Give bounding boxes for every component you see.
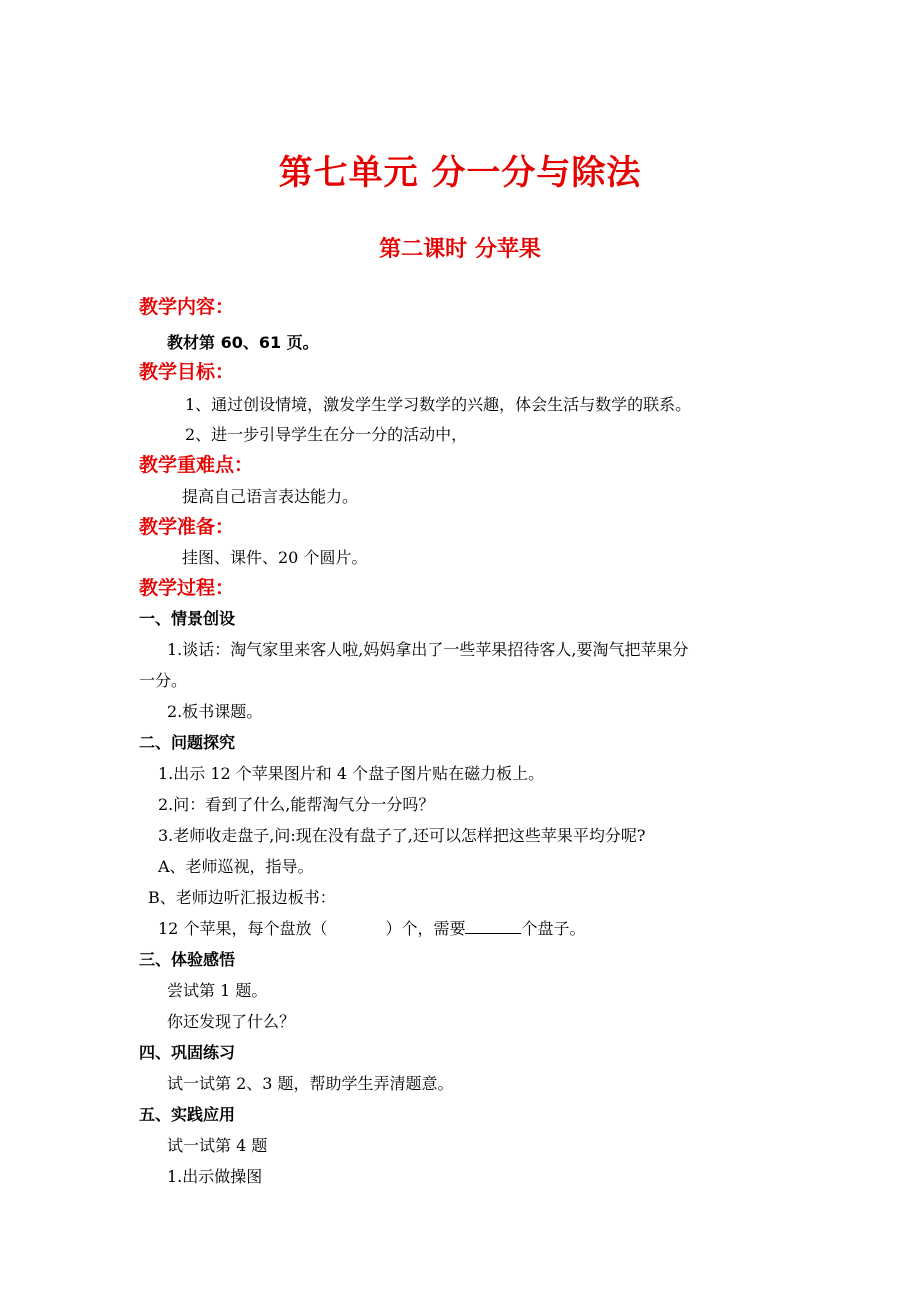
step-2-item-2: 2.问：看到了什么,能帮淘气分一分吗？	[158, 795, 435, 814]
preparation-text: 挂图、课件、20 个圆片。	[182, 548, 368, 567]
step-2-item-b: B、老师边听汇报边板书：	[148, 888, 336, 907]
step-5-item-1: 试一试第 4 题	[167, 1136, 268, 1155]
step-5-heading: 五、实践应用	[139, 1105, 236, 1124]
fill-part-2: ）个，需要	[385, 919, 466, 938]
teaching-content-text: 教材第 60、61 页。	[167, 333, 319, 352]
step-2-heading: 二、问题探究	[139, 733, 236, 752]
step-2-fill-sentence	[158, 916, 585, 939]
step-3-item-2: 你还发现了什么？	[167, 1012, 296, 1031]
heading-teaching-goals: 教学目标：	[139, 361, 235, 383]
step-2-item-3: 3.老师收走盘子,问:现在没有盘子了,还可以怎样把这些苹果平均分呢?	[158, 826, 646, 845]
heading-teaching-process: 教学过程：	[139, 577, 235, 599]
step-2-item-a: A、老师巡视，指导。	[158, 857, 314, 876]
heading-teaching-content: 教学内容：	[139, 296, 235, 318]
heading-preparation: 教学准备：	[139, 516, 235, 538]
step-2-item-1: 1.出示 12 个苹果图片和 4 个盘子图片贴在磁力板上。	[158, 764, 545, 783]
step-1-item-1-cont: 一分。	[139, 671, 188, 690]
goal-item-1: 1、通过创设情境，激发学生学习数学的兴趣，体会生活与数学的联系。	[185, 395, 692, 414]
document-title: 第七单元 分一分与除法	[278, 153, 642, 193]
lesson-subtitle: 第二课时 分苹果	[379, 237, 541, 262]
step-1-heading: 一、情景创设	[139, 609, 236, 628]
step-5-item-2: 1.出示做操图	[167, 1167, 263, 1186]
fill-part-3: 个盘子。	[521, 919, 586, 938]
step-4-item-1: 试一试第 2、3 题，帮助学生弄清题意。	[167, 1074, 454, 1093]
key-points-text: 提高自己语言表达能力。	[182, 487, 359, 506]
fill-part-1: 12 个苹果，每个盘放（	[158, 919, 328, 938]
step-1-item-2: 2.板书课题。	[167, 702, 263, 721]
step-3-heading: 三、体验感悟	[139, 950, 236, 969]
blank-underline	[465, 917, 521, 934]
step-4-heading: 四、巩固练习	[139, 1043, 236, 1062]
goal-item-2: 2、进一步引导学生在分一分的活动中，	[185, 425, 468, 444]
step-3-item-1: 尝试第 1 题。	[167, 981, 268, 1000]
heading-key-points: 教学重难点：	[139, 454, 254, 476]
step-1-item-1: 1.谈话：淘气家里来客人啦,妈妈拿出了一些苹果招待客人,要淘气把苹果分	[167, 640, 689, 659]
